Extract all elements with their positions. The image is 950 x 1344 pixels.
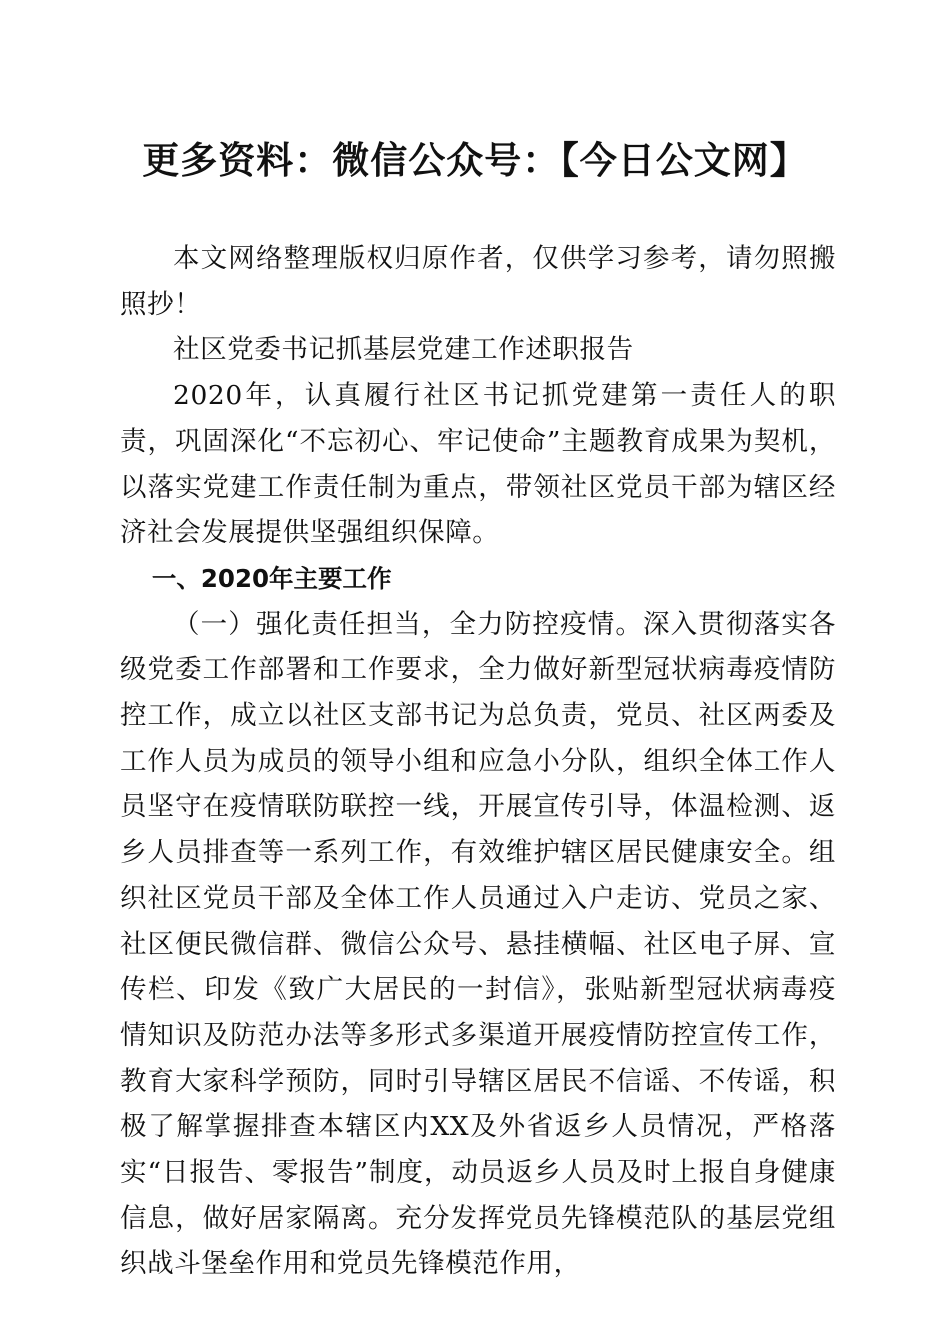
copyright-notice: 本文网络整理版权归原作者，仅供学习参考，请勿照搬照抄！ [120, 243, 836, 320]
document-body [120, 236, 836, 1287]
subsection-text-1: 深入贯彻落实各级党委工作部署和工作要求，全力做好新型冠状病毒疫情防控工作，成立以社区支部书记为总负责，党员、社区两委及工作人员为成员的领导小组和应急小分队，组织全体工作人员坚守在疫情联防联控一线，开展宣传引导，体温检测、返乡人员排查等一系列工作，有效维护辖区居民健康安全。组织社区党员干部及全体工作人员通过入户走访、党员之家、社区便民微信群、微信公众号、悬挂横幅、社区电子屏、宣传栏、印发《致广大居民的一封信》，张贴新型冠状病毒疫情知识及防范办法等多形式多渠道开展疫情防控宣传工作，教育大家科学预防，同时引导辖区居民不信谣、不传谣，积极了解掌握排查本辖区内XX及外省返乡人员情况，严格落实“日报告、零报告”制度，动员返乡人员及时上报自身健康信息，做好居家隔离。充分发挥党员先锋模范队的基层党组织战斗堡垒作用和党员先锋模范作用， [120, 608, 837, 1280]
intro-paragraph: 2020年，认真履行社区书记抓党建第一责任人的职责，巩固深化“不忘初心、牢记使命”主题教育成果为契机，以落实党建工作责任制为重点，带领社区党员干部为辖区经济社会发展提供坚强组织保障。 [120, 380, 836, 549]
header-title: 更多资料：微信公众号：【今日公文网】 [142, 138, 808, 182]
section-heading-1: 一、2020年主要工作 [151, 563, 392, 593]
document-title: 社区党委书记抓基层党建工作述职报告 [173, 334, 634, 366]
subsection-heading-1: （一）强化责任担当，全力防控疫情。 [173, 608, 644, 640]
subsection-paragraph-1 [120, 602, 836, 1288]
